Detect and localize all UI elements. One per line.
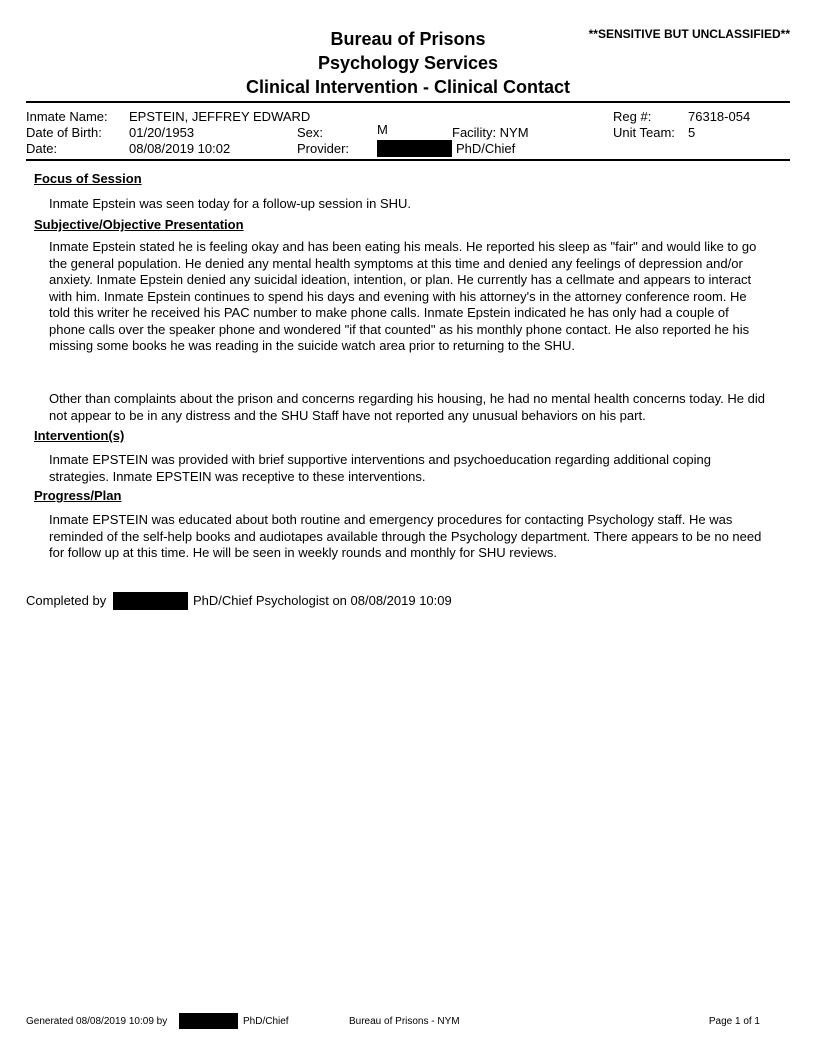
header-divider-top <box>26 101 790 103</box>
page-title: Clinical Intervention - Clinical Contact <box>245 77 571 97</box>
header-bureau: Bureau of Prisons <box>330 29 486 49</box>
subjective-heading: Subjective/Objective Presentation <box>34 217 244 232</box>
subjective-paragraph-1: Inmate Epstein stated he is feeling okay and has been eating his meals. He reported his sleep as "fair" and would like to go the general population. He denied any mental health symptoms at this time and denied any feelings of depression and/or anxiety. Inmate Epstein denied any suicidal ideation, intention, or plan. He currently has a cellmate and appears to interact with him. Inmate Epstein continues to spend his days and evening with his attorney's in the attorney conference room. He told this writer he received his PAC number to make phone calls. Inmate Epstein indicated he has only had a couple of phone calls over the speaker phone and wondered "if that counted" as his monthly phone contact. He also reported he his missing some books he was reading in the suicide watch area prior to returning to the SHU. <box>49 239 757 353</box>
sex-value: M <box>377 122 388 137</box>
subjective-paragraph-2: Other than complaints about the prison and concerns regarding his housing, he had no mental health concerns today. He did not appear to be in any distress and the SHU Staff have not reported any unusual behaviors on his part. <box>49 391 765 423</box>
intervention-heading: Intervention(s) <box>34 428 125 443</box>
completed-by-redaction <box>113 592 188 610</box>
header-psychology-services: Psychology Services <box>317 53 499 73</box>
dob-label: Date of Birth: <box>26 125 102 140</box>
footer-page-number: Page 1 of 1 <box>708 1016 760 1027</box>
facility: Facility: NYM <box>452 125 529 140</box>
footer-center: Bureau of Prisons - NYM <box>349 1016 460 1027</box>
provider-label: Provider: <box>297 141 350 156</box>
plan-heading: Progress/Plan <box>34 488 122 503</box>
footer-redaction <box>179 1013 238 1029</box>
footer-title: PhD/Chief <box>243 1016 289 1027</box>
date-label: Date: <box>26 141 58 156</box>
inmate-name-label: Inmate Name: <box>26 109 108 124</box>
provider-title: PhD/Chief <box>456 141 516 156</box>
reg-value: 76318-054 <box>688 109 751 124</box>
header-divider-bottom <box>26 159 790 161</box>
unit-team-value: 5 <box>688 125 696 140</box>
intervention-text: Inmate EPSTEIN was provided with brief supportive interventions and psychoeducation regarding additional coping strategies. Inmate EPSTEIN was receptive to these interventions. <box>49 452 711 484</box>
reg-label: Reg #: <box>613 109 652 124</box>
focus-text: Inmate Epstein was seen today for a follow-up session in SHU. <box>49 196 412 211</box>
focus-heading: Focus of Session <box>34 171 142 186</box>
provider-redaction <box>377 140 452 157</box>
dob-value: 01/20/1953 <box>129 125 195 140</box>
inmate-name: EPSTEIN, JEFFREY EDWARD <box>129 109 311 124</box>
completed-by-label: Completed by <box>26 593 107 608</box>
date-value: 08/08/2019 10:02 <box>129 141 231 156</box>
completed-by-details: PhD/Chief Psychologist on 08/08/2019 10:09 <box>193 593 452 608</box>
unit-team-label: Unit Team: <box>613 125 675 140</box>
sex-label: Sex: <box>297 125 324 140</box>
footer-generated: Generated 08/08/2019 10:09 by <box>26 1016 168 1027</box>
plan-text: Inmate EPSTEIN was educated about both routine and emergency procedures for contacting Psychology staff. He was reminded of the self-help books and audiotapes available through the Psychology department. There appears to be no need for follow up at this time. He will be seen in weekly rounds and monthly for SHU reviews. <box>49 512 762 560</box>
classification-banner: **SENSITIVE BUT UNCLASSIFIED** <box>588 27 790 41</box>
